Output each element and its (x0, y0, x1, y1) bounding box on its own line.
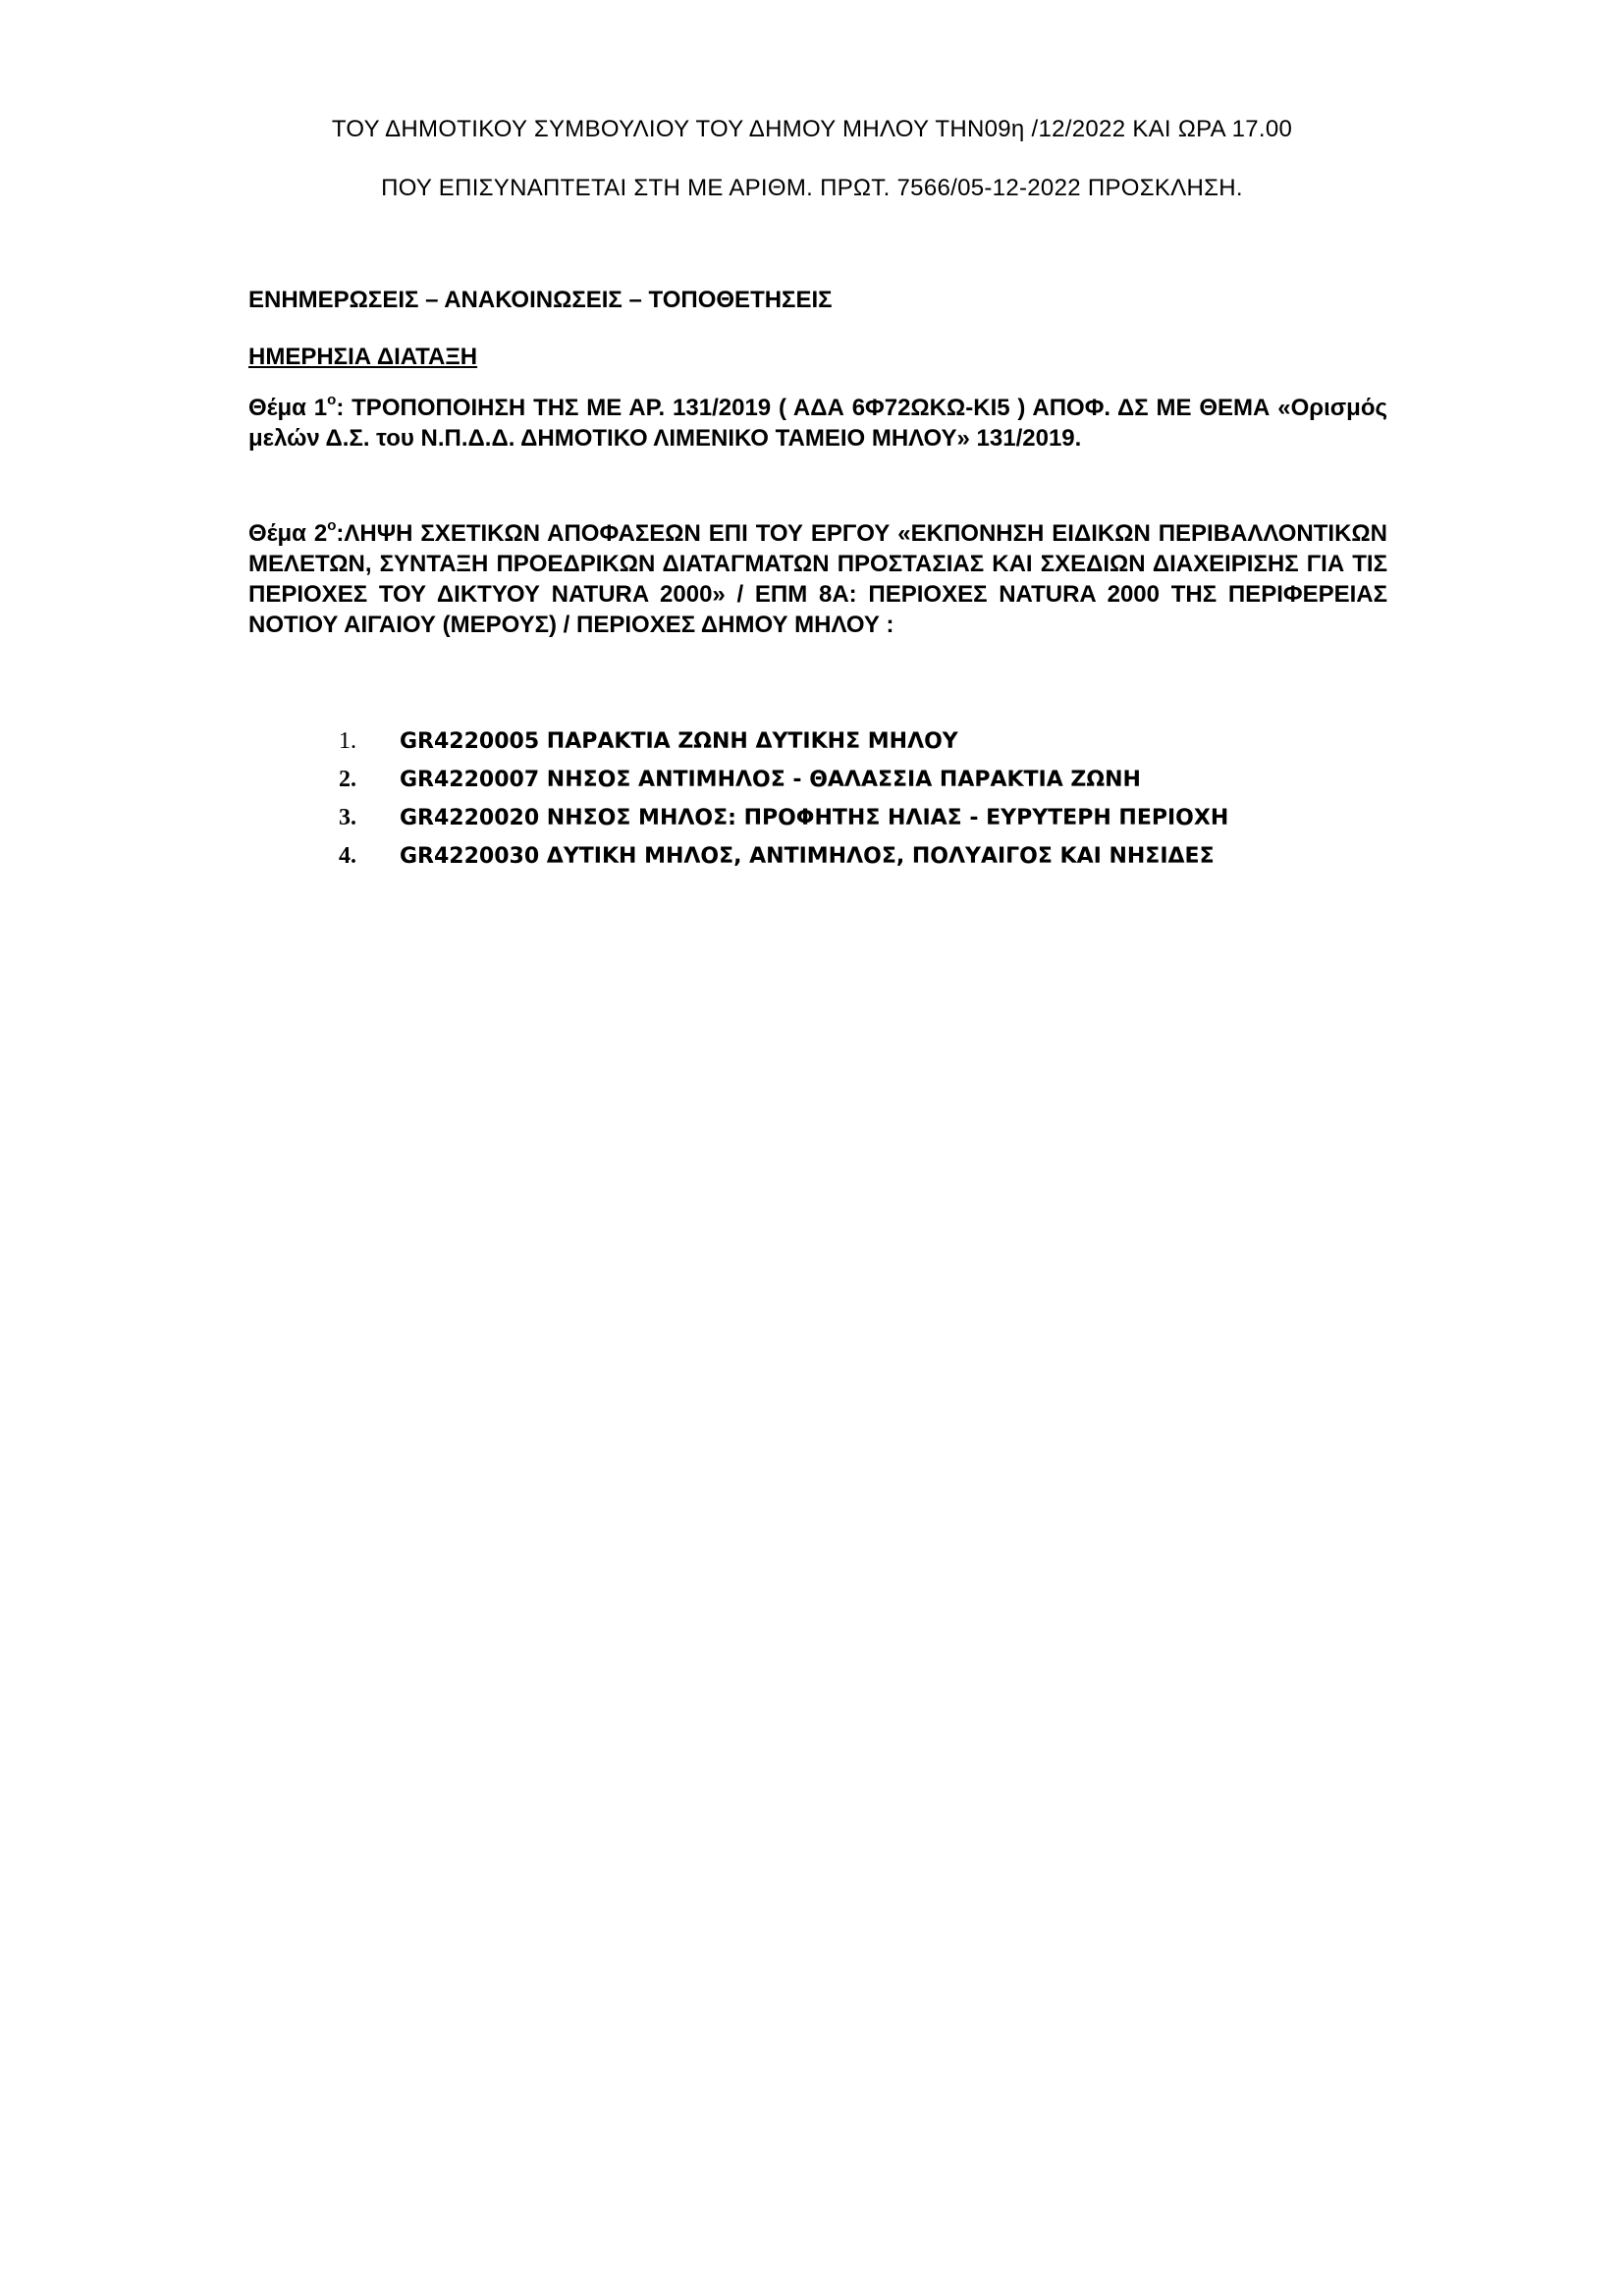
topic-1-text: : ΤΡΟΠΟΠΟΙΗΣΗ ΤΗΣ ΜΕ ΑΡ. 131/2019 ( ΑΔΑ 6Φ72ΩΚΩ-ΚΙ5 ) ΑΠΟΦ. ΔΣ ΜΕ ΘΕΜΑ «Ορισμός μελών Δ.Σ. του Ν.Π.Δ.Δ. ΔΗΜΟΤΙΚΟ ΛΙΜΕΝΙΚΟ ΤΑΜΕΙΟ ΜΗΛΟΥ» 131/2019. (248, 395, 1387, 452)
header-line-2: ΠΟΥ ΕΠΙΣΥΝΑΠΤΕΤΑΙ ΣΤΗ ΜΕ ΑΡΙΘΜ. ΠΡΩΤ. 7566/05-12-2022 ΠΡΟΣΚΛΗΣΗ. (381, 175, 1243, 201)
list-item-number: 2. (339, 767, 356, 792)
topic-2-text: :ΛΗΨΗ ΣΧΕΤΙΚΩΝ ΑΠΟΦΑΣΕΩΝ ΕΠΙ ΤΟΥ ΕΡΓΟΥ «ΕΚΠΟΝΗΣΗ ΕΙΔΙΚΩΝ ΠΕΡΙΒΑΛΛΟΝΤΙΚΩΝ ΜΕΛΕΤΩΝ, ΣΥΝΤΑΞΗ ΠΡΟΕΔΡΙΚΩΝ ΔΙΑΤΑΓΜΑΤΩΝ ΠΡΟΣΤΑΣΙΑΣ ΚΑΙ ΣΧΕΔΙΩΝ ΔΙΑΧΕΙΡΙΣΗΣ ΓΙΑ ΤΙΣ ΠΕΡΙΟΧΕΣ ΤΟΥ ΔΙΚΤΥΟΥ NATURA 2000» / ΕΠΜ 8Α: ΠΕΡΙΟΧΕΣ NATURA 2000 ΤΗΣ ΠΕΡΙΦΕΡΕΙΑΣ ΝΟΤΙΟΥ ΑΙΓΑΙΟΥ (ΜΕΡΟΥΣ) / ΠΕΡΙΟΧΕΣ ΔΗΜΟΥ ΜΗΛΟΥ : (248, 520, 1387, 638)
topic-1 (248, 393, 1387, 454)
topic-2-superscript: ο (327, 517, 337, 534)
list-item (339, 722, 1228, 761)
list-item-text: GR4220005 ΠΑΡΑΚΤΙΑ ΖΩΝΗ ΔΥΤΙΚΗΣ ΜΗΛΟΥ (400, 729, 958, 754)
natura-areas-list (339, 722, 1228, 876)
list-item-text: GR4220030 ΔΥΤΙΚΗ ΜΗΛΟΣ, ΑΝΤΙΜΗΛΟΣ, ΠΟΛΥΑΙΓΟΣ ΚΑΙ ΝΗΣΙΔΕΣ (400, 844, 1215, 869)
header-line-1: ΤΟΥ ΔΗΜΟΤΙΚΟΥ ΣΥΜΒΟΥΛΙΟΥ ΤΟΥ ΔΗΜΟΥ ΜΗΛΟΥ ΤΗΝ09η /12/2022 ΚΑΙ ΩΡΑ 17.00 (331, 116, 1293, 142)
list-item-text: GR4220007 ΝΗΣΟΣ ΑΝΤΙΜΗΛΟΣ - ΘΑΛΑΣΣΙΑ ΠΑΡΑΚΤΙΑ ΖΩΝΗ (400, 768, 1141, 792)
list-item-number: 4. (339, 843, 356, 869)
list-item-text: GR4220020 ΝΗΣΟΣ ΜΗΛΟΣ: ΠΡΟΦΗΤΗΣ ΗΛΙΑΣ - ΕΥΡΥΤΕΡΗ ΠΕΡΙΟΧΗ (400, 806, 1229, 830)
list-item (339, 761, 1228, 799)
list-item (339, 799, 1228, 837)
topic-1-label: Θέμα 1 (248, 395, 328, 421)
agenda-title: ΗΜΕΡΗΣΙΑ ΔΙΑΤΑΞΗ (248, 344, 478, 370)
announcements-heading: ΕΝΗΜΕΡΩΣΕΙΣ – ΑΝΑΚΟΙΝΩΣΕΙΣ – ΤΟΠΟΘΕΤΗΣΕΙΣ (248, 287, 833, 313)
topic-2 (248, 518, 1387, 640)
list-item-number: 1. (339, 728, 356, 754)
list-item-number: 3. (339, 805, 356, 830)
list-item (339, 837, 1228, 876)
topic-2-label: Θέμα 2 (248, 520, 328, 547)
topic-1-superscript: ο (327, 392, 337, 408)
